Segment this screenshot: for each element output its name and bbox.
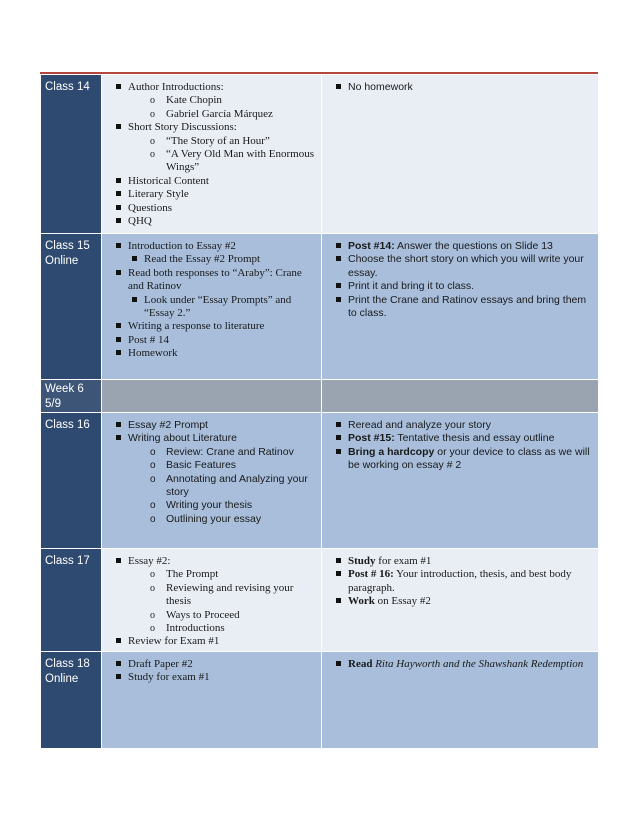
row-label <box>41 652 102 749</box>
list-item: Print the Crane and Ratinov essays and bring them to class. <box>326 294 594 321</box>
sub-list-item: Look under “Essay Prompts” and “Essay 2.” <box>128 294 317 321</box>
week-blank-cell <box>102 380 322 413</box>
week-blank-cell <box>322 380 599 413</box>
topics-cell <box>102 549 322 652</box>
list-item: Literary Style <box>106 188 317 201</box>
row-label-line: Class 14 <box>45 81 90 93</box>
homework-cell <box>322 75 599 234</box>
row-label-line: Online <box>45 255 79 267</box>
homework-cell <box>322 652 599 749</box>
sub-list-item: o Gabriel García Márquez <box>128 108 317 121</box>
row-label-line: Class 15 <box>45 240 90 252</box>
sub-list-item: Read the Essay #2 Prompt <box>128 253 317 266</box>
homework-cell <box>322 234 599 380</box>
topics-cell <box>102 413 322 549</box>
list-item <box>326 240 594 253</box>
list-item-text: Your introduction, thesis, and best body paragraph. <box>348 568 572 594</box>
emphasis-text: Study <box>348 555 376 567</box>
list-item: Post # 14 <box>106 334 317 347</box>
list-item-text: for exam #1 <box>375 555 432 567</box>
list-item <box>326 432 594 445</box>
row-label-line: Class 18 <box>45 658 90 670</box>
list-item <box>106 432 317 526</box>
sub-list-item: o The Prompt <box>128 568 317 581</box>
emphasis-text: Post #15: <box>348 432 395 445</box>
list-item: Review for Exam #1 <box>106 635 317 648</box>
list-item: Essay #2 Prompt <box>106 419 317 432</box>
list-item <box>326 568 594 595</box>
row-label <box>41 234 102 380</box>
emphasis-text: Work <box>348 595 375 608</box>
sub-list-item: o Introductions <box>128 622 317 635</box>
table-row-class-16 <box>41 413 599 549</box>
list-item-text: Answer the questions on Slide 13 <box>394 240 553 252</box>
list-item-text: Tentative thesis and essay outline <box>394 432 555 445</box>
list-item <box>326 658 594 671</box>
list-item <box>326 595 594 608</box>
row-label-line: Online <box>45 673 79 685</box>
list-item-text: Read both responses to “Araby”: Crane and Ratinov <box>128 266 302 293</box>
list-item <box>106 267 317 321</box>
row-label <box>41 413 102 549</box>
sub-list-item: o Reviewing and revising your thesis <box>128 582 317 609</box>
list-item-text: or your device to class as we will be working on essay # 2 <box>348 445 590 472</box>
sub-list-item: o “The Story of an Hour” <box>128 135 317 148</box>
emphasis-text: Read <box>348 658 373 670</box>
sub-list-item: o Writing your thesis <box>128 499 317 512</box>
list-item-text: Author Introductions: <box>128 81 224 93</box>
list-item-text: Short Story Discussions: <box>128 121 237 134</box>
list-item: Print it and bring it to class. <box>326 280 594 293</box>
list-item: Draft Paper #2 <box>106 658 317 671</box>
list-item <box>106 81 317 121</box>
list-item <box>106 121 317 175</box>
topics-cell <box>102 234 322 380</box>
sub-list-item: o Review: Crane and Ratinov <box>128 446 317 459</box>
table-row-week-6 <box>41 380 599 413</box>
list-item: Questions <box>106 202 317 215</box>
list-item: Choose the short story on which you will write your essay. <box>326 253 594 280</box>
schedule-table <box>40 74 599 749</box>
sub-list-item: o Ways to Proceed <box>128 609 317 622</box>
week-label <box>41 380 102 413</box>
sub-list-item: o Annotating and Analyzing your story <box>128 473 317 500</box>
emphasis-text: Post #14: <box>348 240 395 252</box>
list-item-text: Introduction to Essay #2 <box>128 240 236 252</box>
list-item <box>106 240 317 267</box>
week-label-line: Week 6 <box>45 383 84 395</box>
list-item: Study for exam #1 <box>106 671 317 684</box>
list-item: Historical Content <box>106 175 317 188</box>
list-item: Writing a response to literature <box>106 320 317 333</box>
row-label <box>41 75 102 234</box>
list-item <box>326 555 594 568</box>
list-item <box>106 555 317 635</box>
row-label-line: Class 16 <box>45 419 90 431</box>
list-item: No homework <box>326 81 594 94</box>
row-label-line: Class 17 <box>45 555 90 567</box>
sub-list-item: o Kate Chopin <box>128 94 317 107</box>
table-row-class-18 <box>41 652 599 749</box>
sub-list-item: o “A Very Old Man with Enormous Wings” <box>128 148 317 175</box>
list-item-text: Writing about Literature <box>128 432 237 445</box>
sub-list-item: o Basic Features <box>128 459 317 472</box>
homework-cell <box>322 549 599 652</box>
row-label <box>41 549 102 652</box>
topics-cell <box>102 652 322 749</box>
emphasis-text: Bring a hardcopy <box>348 445 435 458</box>
list-item-text: Essay #2: <box>128 555 171 567</box>
week-label-line: 5/9 <box>45 398 61 410</box>
table-row-class-17 <box>41 549 599 652</box>
emphasis-text: Post # 16: <box>348 568 394 581</box>
table-row-class-14 <box>41 75 599 234</box>
sub-list-item: o Outlining your essay <box>128 513 317 526</box>
list-item-text: on Essay #2 <box>374 595 431 608</box>
table-row-class-15 <box>41 234 599 380</box>
list-item: Reread and analyze your story <box>326 419 594 432</box>
homework-cell <box>322 413 599 549</box>
list-item: Homework <box>106 347 317 360</box>
list-item <box>326 446 594 473</box>
book-title-text: Rita Hayworth and the Shawshank Redemption <box>372 658 584 670</box>
topics-cell <box>102 75 322 234</box>
list-item: QHQ <box>106 215 317 228</box>
